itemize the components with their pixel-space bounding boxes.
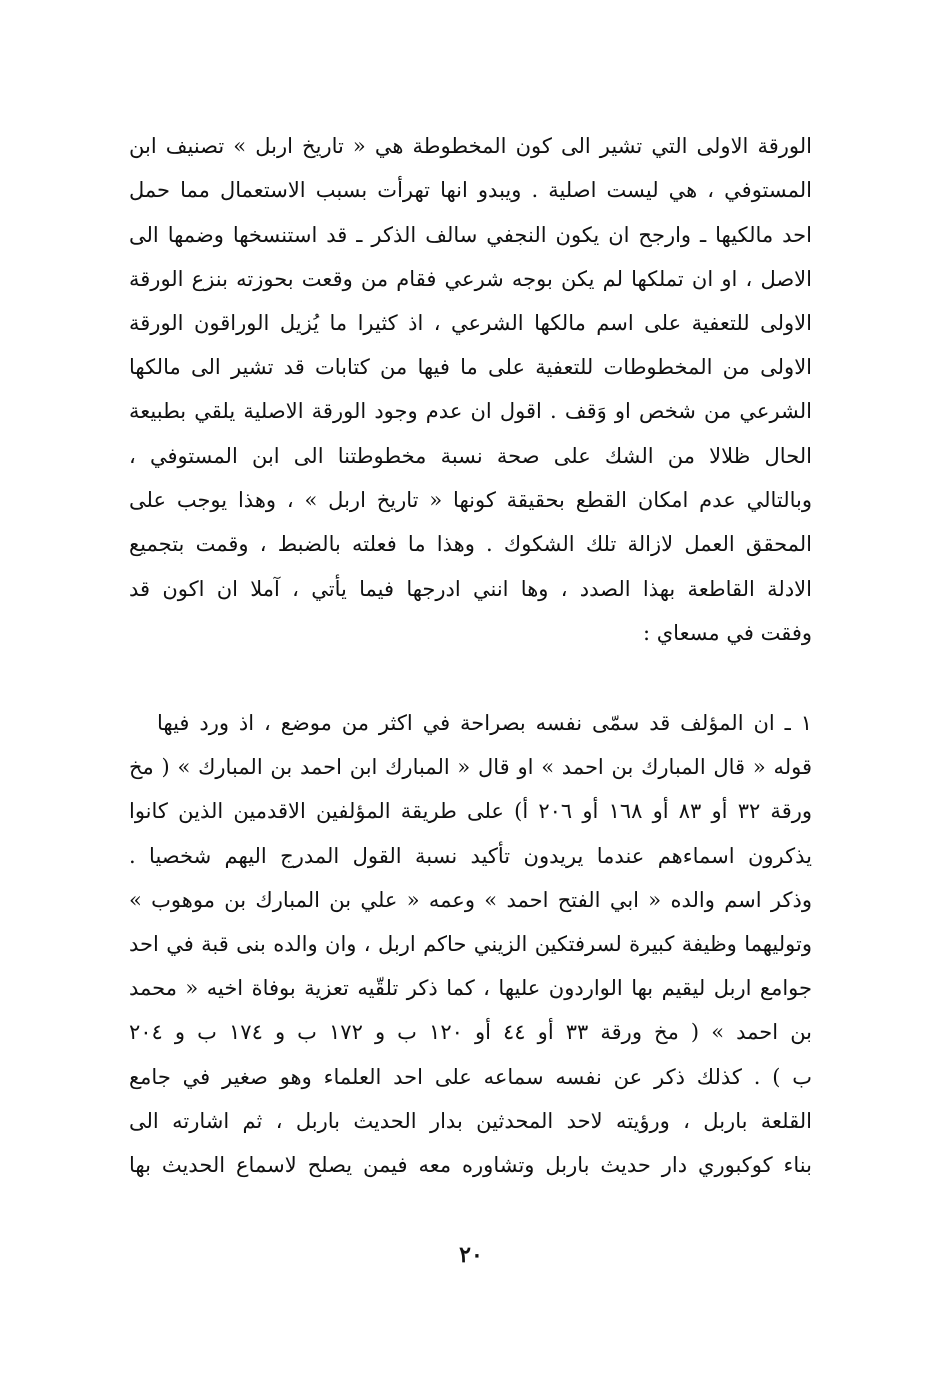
- text-line: وتوليهما وظيفة كبيرة لسرفتكين الزيني حاكم اربل ، وان والده بنى قبة في احد: [129, 932, 812, 956]
- text-line: الورقة الاولى التي تشير الى كون المخطوطة هي « تاريخ اربل » تصنيف ابن: [129, 134, 812, 158]
- text-line: يذكرون اسماءهم عندما يريدون تأكيد نسبة القول المدرج اليهم شخصيا .: [129, 844, 812, 868]
- text-line: بن احمد » ( مخ ورقة ٣٣ أو ٤٤ أو ١٢٠ ب و ١٧٢ ب و ١٧٤ ب و ٢٠٤: [129, 1020, 812, 1044]
- text-line: المحقق العمل لازالة تلك الشكوك . وهذا ما فعلته بالضبط ، وقمت بتجميع: [129, 532, 812, 556]
- text-line: وذكر اسم والده « ابي الفتح احمد » وعمه « علي بن المبارك بن موهوب »: [129, 888, 812, 912]
- text-line: المستوفي ، هي ليست اصلية . ويبدو انها تهرأت بسبب الاستعمال مما حمل: [129, 178, 812, 202]
- text-line: الشرعي من شخص او وَقف . اقول ان عدم وجود الورقة الاصلية يلقي بطبيعة: [129, 399, 812, 423]
- text-line: وفقت في مسعاي :: [642, 621, 812, 645]
- text-line: ب ) . كذلك ذكر عن نفسه سماعه على احد العلماء وهو صغير في جامع: [129, 1065, 812, 1089]
- text-line: الاصل ، او ان تملكها لم يكن بوجه شرعي فقام من وقعت بحوزته بنزع الورقة: [129, 267, 812, 291]
- text-line: ١ ـ ان المؤلف قد سمّى نفسه بصراحة في اكثر من موضع ، اذ ورد فيها: [157, 711, 812, 735]
- text-line: وبالتالي عدم امكان القطع بحقيقة كونها « تاريخ اربل » ، وهذا يوجب على: [129, 488, 812, 512]
- text-line: جوامع اربل ليقيم بها الواردون عليها ، كما ذكر تلقّيه تعزية بوفاة اخيه « محمد: [129, 976, 812, 1000]
- text-line: قوله « قال المبارك بن احمد » او قال « المبارك ابن احمد بن المبارك » ( مخ: [129, 755, 812, 779]
- text-line: ورقة ٣٢ أو ٨٣ أو ١٦٨ أو ٢٠٦ أ) على طريقة المؤلفين الاقدمين الذين كانوا: [129, 799, 812, 823]
- text-line: الاولى للتعفية على اسم مالكها الشرعي ، اذ كثيرا ما يُزيل الوراقون الورقة: [129, 311, 812, 335]
- page-number: ٢٠: [459, 1242, 483, 1268]
- text-line: بناء كوكبوري دار حديث باربل وتشاوره معه فيمن يصلح لاسماع الحديث بها: [129, 1153, 812, 1177]
- text-line: الاولى من المخطوطات للتعفية على ما فيها من كتابات قد تشير الى مالكها: [129, 355, 812, 379]
- text-line: احد مالكيها ـ وارجح ان يكون النجفي سالف الذكر ـ قد استنسخها وضمها الى: [129, 223, 812, 247]
- text-line: الحال ظلالا من الشك على صحة نسبة مخطوطتنا الى ابن المستوفي ،: [129, 444, 812, 468]
- text-line: الادلة القاطعة بهذا الصدد ، وها انني ادرجها فيما يأتي ، آملا ان اكون قد: [129, 577, 812, 601]
- text-line: القلعة باربل ، ورؤيته لاحد المحدثين بدار الحديث باربل ، ثم اشارته الى: [129, 1109, 812, 1133]
